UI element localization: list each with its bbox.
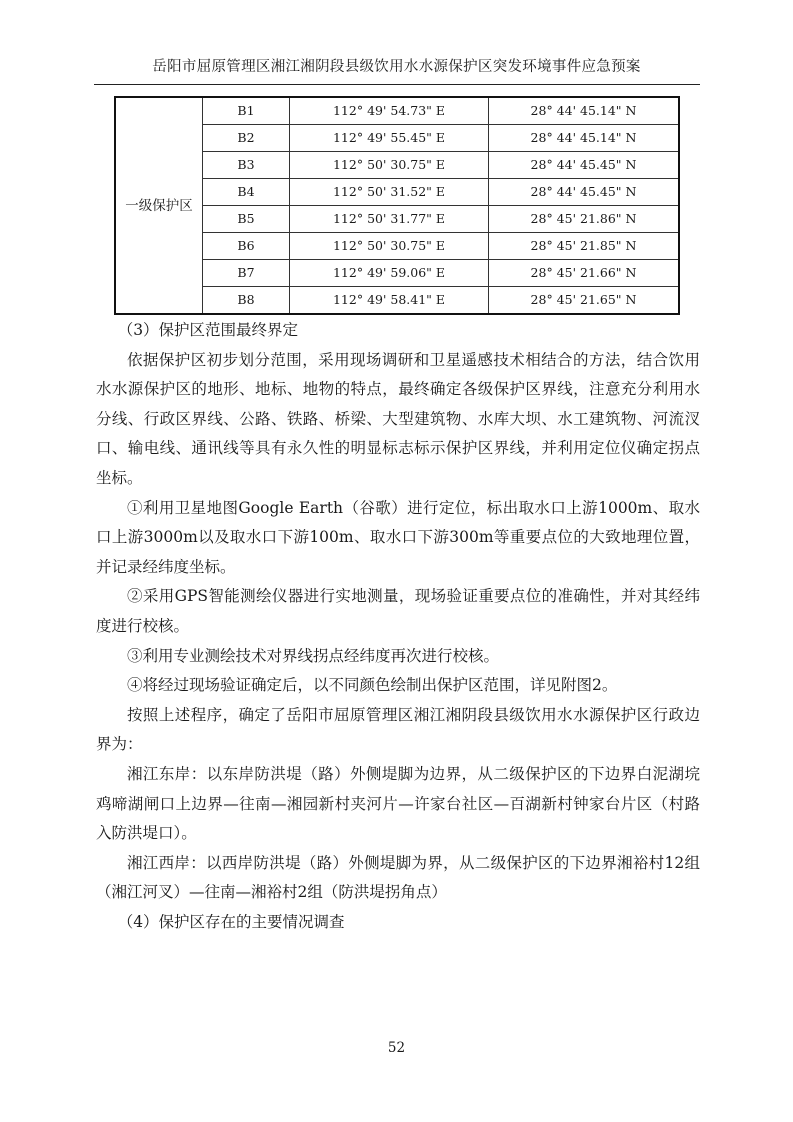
longitude: 112° 49' 59.06" E xyxy=(290,260,489,287)
longitude: 112° 50' 31.52" E xyxy=(290,179,489,206)
latitude: 28° 45' 21.86" N xyxy=(489,206,680,233)
point-id: B1 xyxy=(203,97,290,125)
paragraph-east-bank: 湘江东岸：以东岸防洪堤（路）外侧堤脚为边界，从二级保护区的下边界白泥湖垸鸡啼湖闸口上边界—往南—湘园新村夹河片—许家台社区—百湖新村钟家台片区（村路入防洪堤口）。 xyxy=(96,764,700,843)
page-number: 52 xyxy=(387,1040,406,1056)
body-text xyxy=(96,316,700,937)
longitude: 112° 50' 30.75" E xyxy=(290,152,489,179)
point-id: B4 xyxy=(203,179,290,206)
section-heading-3: （3）保护区范围最终界定 xyxy=(117,321,299,339)
list-item-3: ③利用专业测绘技术对界线拐点经纬度再次进行校核。 xyxy=(127,646,500,665)
zone-label: 一级保护区 xyxy=(115,97,203,314)
list-item-4: ④将经过现场验证确定后，以不同颜色绘制出保护区范围，详见附图2。 xyxy=(127,676,618,695)
longitude: 112° 50' 31.77" E xyxy=(290,206,489,233)
list-item-2: ②采用GPS智能测绘仪器进行实地测量，现场验证重要点位的准确性，并对其经纬度进行校核。 xyxy=(96,587,700,635)
paragraph-boundary: 按照上述程序，确定了岳阳市屈原管理区湘江湘阴段县级饮用水水源保护区行政边界为： xyxy=(96,705,700,754)
table-row xyxy=(115,97,679,125)
latitude: 28° 44' 45.45" N xyxy=(489,152,680,179)
longitude: 112° 49' 54.73" E xyxy=(290,97,489,125)
list-item-1: ①利用卫星地图Google Earth（谷歌）进行定位，标出取水口上游1000m、取水口上游3000m以及取水口下游100m、取水口下游300m等重要点位的大致地理位置，并记录经纬度坐标。 xyxy=(96,498,700,576)
longitude: 112° 49' 58.41" E xyxy=(290,287,489,315)
paragraph-west-bank: 湘江西岸：以西岸防洪堤（路）外侧堤脚为界，从二级保护区的下边界湘裕村12组（湘江河叉）—往南—湘裕村2组（防洪堤拐角点） xyxy=(96,853,700,902)
coordinates-table xyxy=(114,96,680,315)
point-id: B8 xyxy=(203,287,290,315)
point-id: B6 xyxy=(203,233,290,260)
latitude: 28° 45' 21.65" N xyxy=(489,287,680,315)
point-id: B3 xyxy=(203,152,290,179)
point-id: B5 xyxy=(203,206,290,233)
paragraph-method: 依据保护区初步划分范围，采用现场调研和卫星遥感技术相结合的方法，结合饮用水水源保护区的地形、地标、地物的特点，最终确定各级保护区界线，注意充分利用水分线、行政区界线、公路、铁路、桥梁、大型建筑物、水库大坝、水工建筑物、河流汊口、输电线、通讯线等具有永久性的明显标志标示保护区界线，并利用定位仪确定拐点坐标。 xyxy=(96,350,700,487)
section-heading-4: （4）保护区存在的主要情况调查 xyxy=(117,912,345,931)
longitude: 112° 49' 55.45" E xyxy=(290,125,489,152)
point-id: B7 xyxy=(203,260,290,287)
latitude: 28° 44' 45.45" N xyxy=(489,179,680,206)
latitude: 28° 45' 21.85" N xyxy=(489,233,680,260)
longitude: 112° 50' 30.75" E xyxy=(290,233,489,260)
latitude: 28° 44' 45.14" N xyxy=(489,97,680,125)
latitude: 28° 44' 45.14" N xyxy=(489,125,680,152)
latitude: 28° 45' 21.66" N xyxy=(489,260,680,287)
header-rule xyxy=(94,84,700,85)
point-id: B2 xyxy=(203,125,290,152)
page-header: 岳阳市屈原管理区湘江湘阴段县级饮用水水源保护区突发环境事件应急预案 xyxy=(152,59,641,75)
